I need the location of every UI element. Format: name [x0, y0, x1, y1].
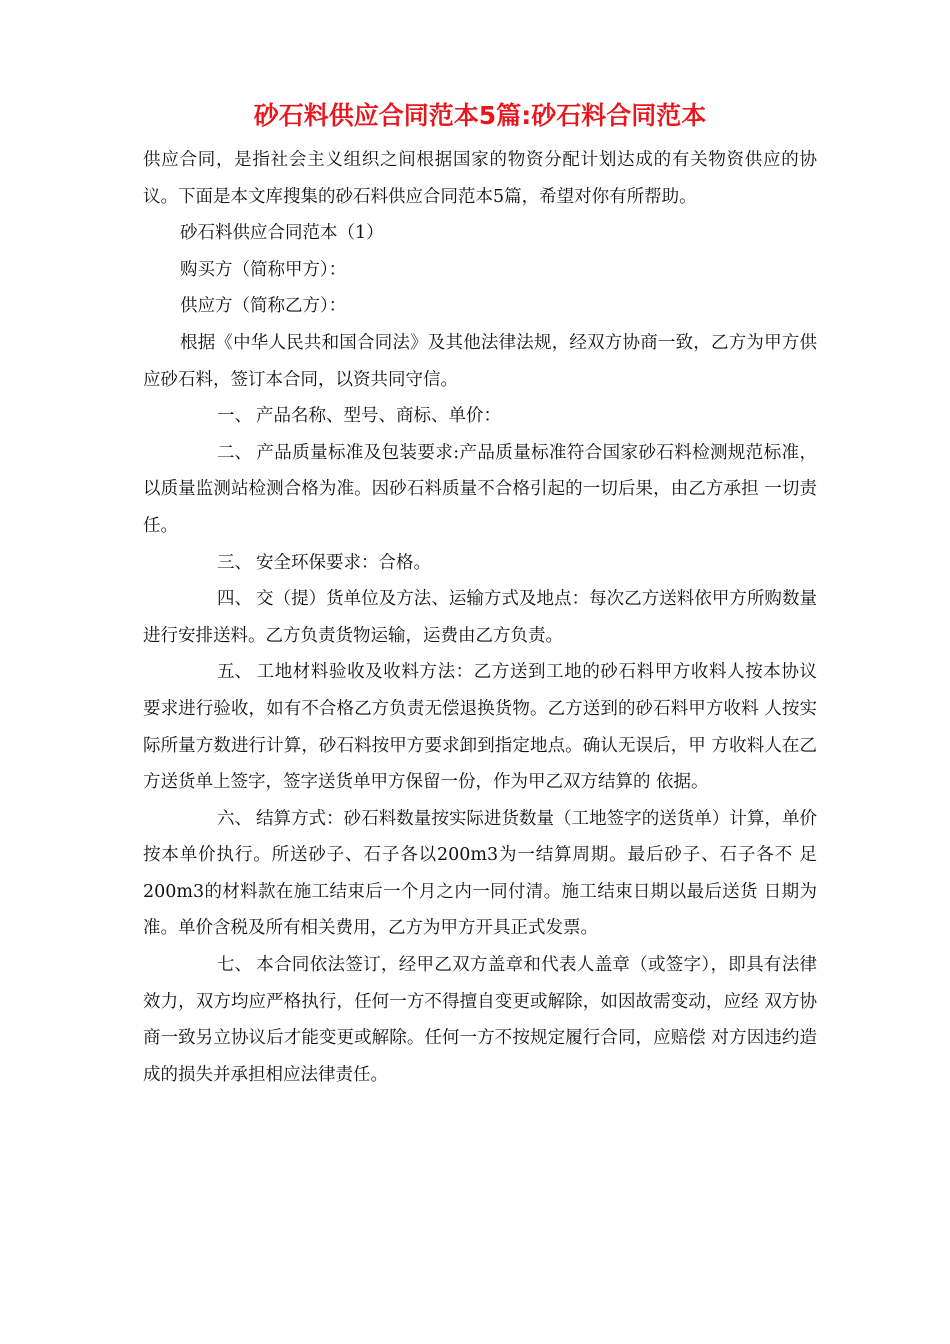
intro-paragraph: 供应合同，是指社会主义组织之间根据国家的物资分配计划达成的有关物资供应的协议。下面是本文库搜集的砂石料供应合同范本5篇，希望对你有所帮助。: [143, 150, 817, 207]
clause-number: 三、: [217, 552, 252, 573]
clause-1: [143, 398, 817, 435]
clause-3: [143, 545, 817, 582]
preamble-paragraph: 根据《中华人民共和国合同法》及其他法律法规，经双方协商一致，乙方为甲方供应砂石料，签订本合同，以资共同守信。: [143, 332, 817, 390]
clause-number: 五、: [217, 662, 252, 683]
clause-text: 产品名称、型号、商标、单价：: [256, 406, 501, 427]
clause-7: [143, 947, 817, 1093]
clause-number: 二、: [217, 442, 252, 463]
contract-heading: 砂石料供应合同范本（1）: [180, 223, 384, 244]
document-title: 砂石料供应合同范本5篇:砂石料合同范本: [253, 101, 707, 130]
buyer-line: 购买方（简称甲方）：: [180, 259, 347, 280]
clause-text: 交（提）货单位及方法、运输方式及地点：每次乙方送料依甲方所购数量 进行安排送料。乙方负责货物运输，运费由乙方负责。: [143, 589, 817, 646]
clause-text: 工地材料验收及收料方法：乙方送到工地的砂石料甲方收料人按本协议 要求进行验收，如有不合格乙方负责无偿退换货物。乙方送到的砂石料甲方收料 人按实际所量方数进行计算，砂石料按甲方要求卸到指定地点。确认无误后，甲 方收料人在乙方送货单上签字，签字送货单甲方保留一份，作为甲乙双方结算的 依据。: [143, 662, 817, 793]
clause-5: [143, 654, 817, 800]
clause-2: [143, 435, 817, 545]
clause-text: 产品质量标准及包装要求:产品质量标准符合国家砂石料检测规范标准， 以质量监测站检测合格为准。因砂石料质量不合格引起的一切后果，由乙方承担 一切责任。: [143, 442, 817, 536]
clause-6: [143, 801, 817, 947]
clause-number: 七、: [217, 955, 252, 976]
clause-text: 结算方式：砂石料数量按实际进货数量（工地签字的送货单）计算，单价 按本单价执行。所送砂子、石子各以200m3为一结算周期。最后砂子、石子各不 足200m3的材料款在施工结束后一个月之内一同付清。施工结束日期以最后送货 日期为准。单价含税及所有相关费用，乙方为甲方开具正式发票。: [143, 808, 817, 939]
clause-number: 六、: [217, 808, 252, 829]
clause-text: 安全环保要求：合格。: [256, 552, 431, 573]
clause-number: 一、: [217, 406, 252, 427]
clause-number: 四、: [217, 589, 252, 610]
supplier-line: 供应方（简称乙方）：: [180, 296, 347, 317]
document-page: [143, 96, 817, 1093]
clause-4: [143, 581, 817, 654]
clause-text: 本合同依法签订，经甲乙双方盖章和代表人盖章（或签字），即具有法律 效力，双方均应严格执行，任何一方不得擅自变更或解除，如因故需变动，应经 双方协商一致另立协议后才能变更或解除。任何一方不按规定履行合同，应赔偿 对方因违约造成的损失并承担相应法律责任。: [143, 955, 817, 1085]
